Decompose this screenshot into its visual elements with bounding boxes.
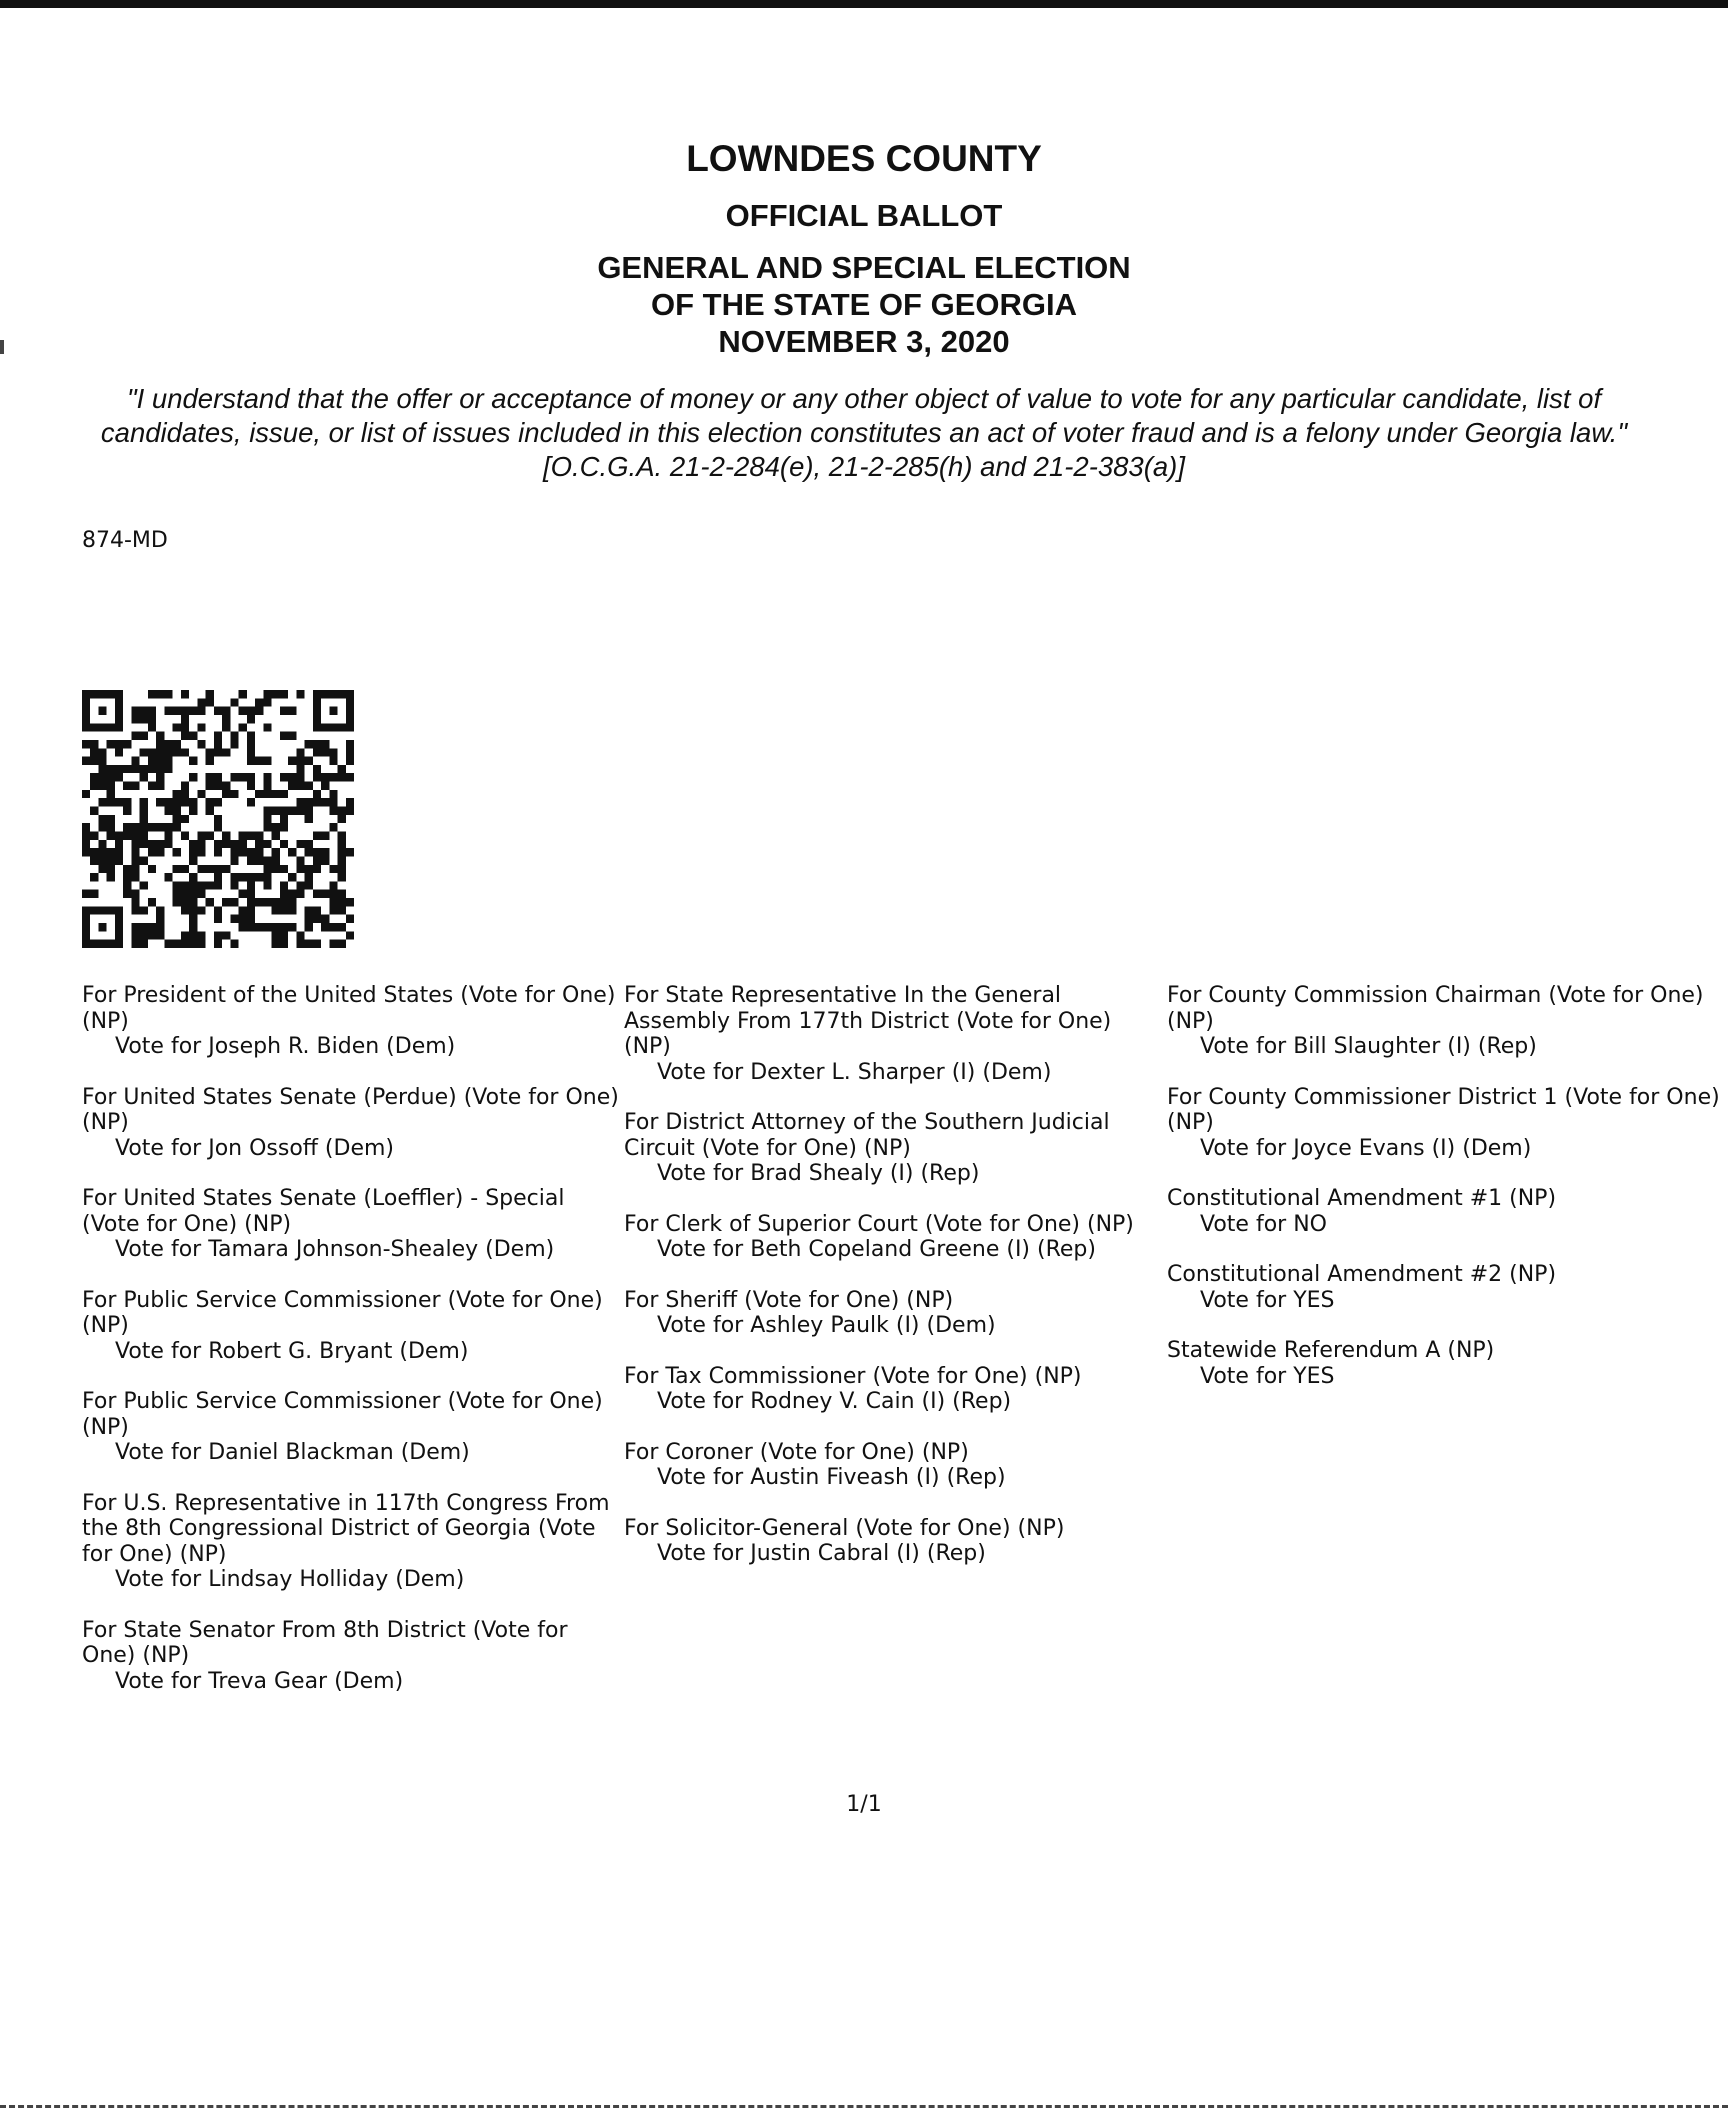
race-selection: Vote for Lindsay Holliday (Dem) — [115, 1567, 465, 1592]
race-selection: Vote for Brad Shealy (I) (Rep) — [657, 1161, 980, 1186]
race-title: For State Senator From 8th District (Vote for One) (NP) — [82, 1617, 568, 1668]
race-title: For President of the United States (Vote for One) (NP) — [82, 983, 616, 1034]
race-title: For Clerk of Superior Court (Vote for One) (NP) — [624, 1211, 1134, 1237]
race-title: For U.S. Representative in 117th Congress From the 8th Congressional District of Georgia (Vote for One) (NP) — [82, 1490, 610, 1567]
race-selection: Vote for Justin Cabral (I) (Rep) — [657, 1541, 986, 1566]
race-selection: Vote for Bill Slaughter (I) (Rep) — [1200, 1034, 1537, 1059]
race-selection: Vote for Robert G. Bryant (Dem) — [115, 1338, 469, 1364]
race-title: For Tax Commissioner (Vote for One) (NP) — [624, 1363, 1082, 1389]
race-selection: Vote for Beth Copeland Greene (I) (Rep) — [657, 1237, 1096, 1262]
race-us-senate-perdue — [82, 1085, 622, 1162]
race-constitutional-amendment-2 — [1167, 1262, 1723, 1313]
qr-code-icon — [82, 690, 354, 948]
race-title: For Coroner (Vote for One) (NP) — [624, 1439, 969, 1465]
top-border — [0, 0, 1728, 8]
race-title: Constitutional Amendment #2 (NP) — [1167, 1262, 1557, 1287]
ballot-column-1 — [82, 983, 622, 1719]
race-selection: Vote for NO — [1200, 1211, 1327, 1237]
race-selection: Vote for Joyce Evans (I) (Dem) — [1200, 1135, 1532, 1161]
ballot-title: OFFICIAL BALLOT — [725, 198, 1003, 233]
race-statewide-referendum-a — [1167, 1338, 1723, 1389]
election-date: NOVEMBER 3, 2020 — [718, 324, 1010, 359]
race-coroner — [624, 1440, 1164, 1491]
race-selection: Vote for YES — [1200, 1363, 1335, 1389]
race-selection: Vote for Jon Ossoff (Dem) — [115, 1135, 395, 1161]
bottom-border — [0, 2105, 1728, 2111]
race-selection: Vote for Tamara Johnson-Shealey (Dem) — [115, 1237, 555, 1262]
race-title: For Public Service Commissioner (Vote for One) (NP) — [82, 1287, 603, 1338]
race-title: For United States Senate (Loeffler) - Special (Vote for One) (NP) — [82, 1186, 565, 1237]
race-us-representative — [82, 1491, 622, 1593]
race-title: For Public Service Commissioner (Vote for One) (NP) — [82, 1389, 603, 1440]
race-title: For United States Senate (Perdue) (Vote for One) (NP) — [82, 1084, 619, 1135]
election-title-line-2: OF THE STATE OF GEORGIA — [651, 287, 1077, 322]
race-sheriff — [624, 1288, 1164, 1339]
ballot-style-code: 874-MD — [82, 528, 168, 553]
race-constitutional-amendment-1 — [1167, 1186, 1723, 1237]
race-state-senator — [82, 1618, 622, 1695]
election-title-line-1: GENERAL AND SPECIAL ELECTION — [597, 250, 1131, 285]
page-number: 1/1 — [846, 1792, 882, 1817]
race-title: For County Commission Chairman (Vote for One) (NP) — [1167, 983, 1704, 1034]
race-title: For State Representative In the General Assembly From 177th District (Vote for One) (NP) — [624, 983, 1112, 1059]
race-title: Statewide Referendum A (NP) — [1167, 1338, 1495, 1363]
race-title: For Solicitor-General (Vote for One) (NP) — [624, 1515, 1065, 1541]
race-county-commission-chairman — [1167, 983, 1723, 1060]
race-clerk-superior-court — [624, 1212, 1164, 1263]
race-selection: Vote for YES — [1200, 1287, 1335, 1313]
race-selection: Vote for Treva Gear (Dem) — [115, 1668, 404, 1694]
county-title: LOWNDES COUNTY — [686, 138, 1042, 179]
ballot-column-3 — [1167, 983, 1723, 1414]
race-selection: Vote for Joseph R. Biden (Dem) — [115, 1034, 456, 1059]
ballot-column-2 — [624, 983, 1164, 1592]
race-selection: Vote for Ashley Paulk (I) (Dem) — [657, 1313, 996, 1338]
race-selection: Vote for Daniel Blackman (Dem) — [115, 1440, 470, 1465]
race-title: For Sheriff (Vote for One) (NP) — [624, 1287, 954, 1313]
voter-fraud-oath: "I understand that the offer or acceptance of money or any other object of value to vote for any particular candidate, list of candidates, issue, or list of issues included in this election constitutes an act of voter fraud and is a felony under Georgia law." [O.C.G.A. 21-2-284(e), 21-2-285(h) and 21-2-383(a)] — [100, 383, 1628, 482]
race-state-representative — [624, 983, 1164, 1085]
race-selection: Vote for Austin Fiveash (I) (Rep) — [657, 1465, 1006, 1490]
race-title: For County Commissioner District 1 (Vote for One) (NP) — [1167, 1084, 1720, 1135]
race-president — [82, 983, 622, 1060]
race-solicitor-general — [624, 1516, 1164, 1567]
race-title: For District Attorney of the Southern Judicial Circuit (Vote for One) (NP) — [624, 1110, 1110, 1161]
race-selection: Vote for Rodney V. Cain (I) (Rep) — [657, 1389, 1012, 1414]
race-selection: Vote for Dexter L. Sharper (I) (Dem) — [657, 1059, 1052, 1085]
race-district-attorney — [624, 1110, 1164, 1187]
race-psc-1 — [82, 1288, 622, 1365]
race-us-senate-loeffler — [82, 1186, 622, 1263]
race-title: Constitutional Amendment #1 (NP) — [1167, 1186, 1557, 1211]
race-psc-2 — [82, 1389, 622, 1466]
race-tax-commissioner — [624, 1364, 1164, 1415]
race-county-commissioner-district-1 — [1167, 1085, 1723, 1162]
